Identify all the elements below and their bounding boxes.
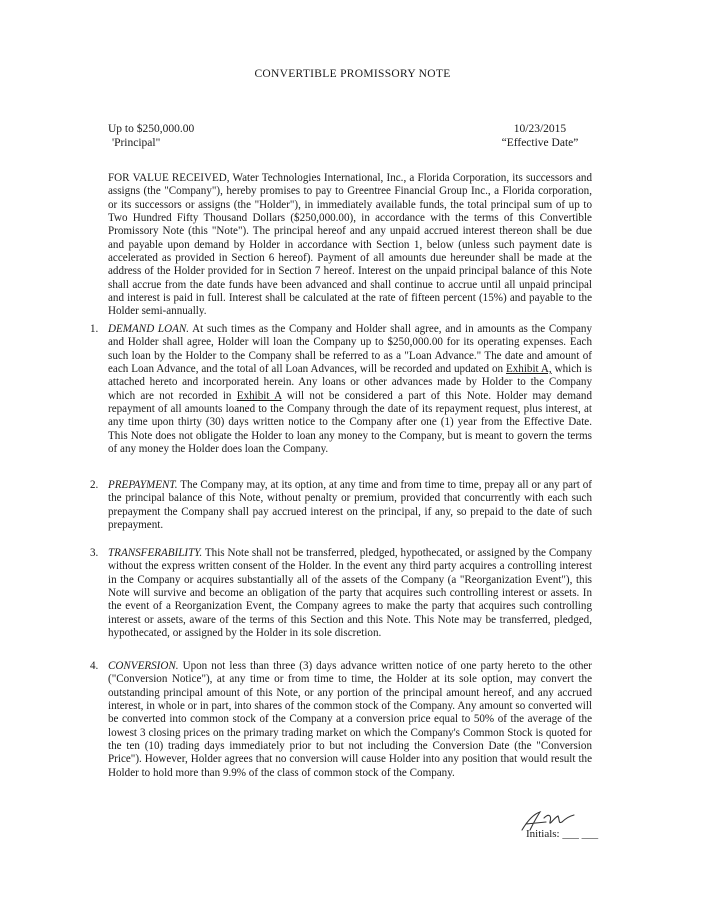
section-text: This Note shall not be transferred, pledged, hypothecated, or assigned by the Company without the express written consent of the Holder. In the event any third party acquires a controlling interest in the Company or acquires substantially all of the assets of the Company (a "Reorganization Event"), this Note will survive and become an obligation of the party that acquires such controlling interest or assets. In the event of a Reorganization Event, the Company agrees to make the party that acquires such controlling interest or assets, aware of the terms of this Section and this Note. This Note may be transferred, pledged, hypothecated, or assigned by the Holder in its sole discretion. — [108, 547, 592, 640]
section-number: 1. — [90, 323, 99, 335]
section-text: Upon not less than three (3) days advance written notice of one party hereto to the other ("Conversion Notice"), at any time or from time to time, the Holder at its sole option, may convert the outstanding principal amount of this Note, or any portion of the principal amount hereof, and any accrued interest, in whole or in part, into shares of the common stock of the Company. Any amount so converted will be converted into common stock of the Company at a conversion price equal to 50% of the average of the lowest 3 closing prices on the primary trading market on which the Company's Common Stock is quoted for the ten (10) trading days immediately prior to but not including the Conversion Date (the "Conversion Price"). However, Holder agrees that no conversion will cause Holder into any position that would result the Holder to hold more than 9.9% of the class of common stock of the Company. — [108, 660, 592, 779]
initials-label: Initials: ___ ___ — [526, 828, 599, 840]
effective-date: 10/23/2015 — [513, 123, 567, 135]
exhibit-a-reference: Exhibit A — [236, 389, 282, 402]
section-number: 4. — [90, 660, 99, 672]
section-text: will not be considered a part of this Note. Holder may demand repayment of all amounts loaned to the Company through the date of its repayment request, plus interest, at any time upon thirty (30) days written notice to the Company after one (1) year from the Effective Date. This Note does not obligate the Holder to loan any money to the Company, but is meant to govern the terms of any money the Holder does loan the Company. — [108, 389, 592, 456]
exhibit-a-reference: Exhibit A, — [505, 363, 552, 376]
intro-paragraph: FOR VALUE RECEIVED, Water Technologies International, Inc., a Florida Corporation, its successors and assigns (the "Company"), hereby promises to pay to Greentree Financial Group Inc., a Florida corporation, or its successors or assigns (the "Holder"), in immediately available funds, the total principal sum of up to Two Hundred Fifty Thousand Dollars ($250,000.00), in accordance with the terms of this Convertible Promissory Note (this "Note"). The principal hereof and any unpaid accrued interest thereon shall be due and payable upon demand by Holder in accordance with Section 1, below (unless such payment date is accelerated as provided in Section 6 hereof). Payment of all amounts due hereunder shall be made at the address of the Holder provided for in Section 7 hereof. Interest on the unpaid principal balance of this Note shall accrue from the date funds have been advanced and shall continue to accrue until all unpaid principal and interest is paid in full. Interest shall be calculated at the rate of fifteen percent (15%) and payable to the Holder semi-annually. — [108, 172, 592, 318]
section-text: The Company may, at its option, at any time and from time to time, prepay all or any part of the principal balance of this Note, without penalty or premium, provided that concurrently with each such prepayment the Company shall pay accrued interest on the principal, if any, so prepaid to the date of such prepayment. — [108, 479, 592, 532]
principal-label: 'Principal" — [112, 137, 161, 149]
section-body — [108, 660, 592, 780]
section-text: which is attached hereto and incorporated herein. Any loans or other advances made by Holder to the Company which are not recorded in — [108, 363, 592, 402]
initials-block — [512, 808, 622, 842]
section-heading: CONVERSION. — [108, 660, 179, 672]
section-heading: PREPAYMENT. — [108, 479, 178, 491]
section-text: At such times as the Company and Holder shall agree, and in amounts as the Company and Holder shall agree, Holder will loan the Company up to $250,000.00 for its operating expenses. Each such loan by the Holder to the Company shall be referred to as a "Loan Advance." The date and amount of each Loan Advance, and the total of all Loan Advances, will be recorded and updated on — [108, 323, 592, 376]
section-heading: DEMAND LOAN. — [108, 323, 190, 335]
section-body — [108, 323, 592, 456]
principal-amount: Up to $250,000.00 — [108, 123, 195, 135]
effective-date-label: “Effective Date” — [501, 137, 579, 149]
effective-date-block — [480, 122, 600, 150]
section-heading: TRANSFERABILITY. — [108, 547, 203, 559]
principal-amount-block — [108, 122, 194, 150]
section-body — [108, 547, 592, 640]
document-title: CONVERTIBLE PROMISSORY NOTE — [254, 68, 451, 80]
section-body — [108, 479, 592, 532]
section-number: 3. — [90, 547, 99, 559]
section-number: 2. — [90, 479, 99, 491]
